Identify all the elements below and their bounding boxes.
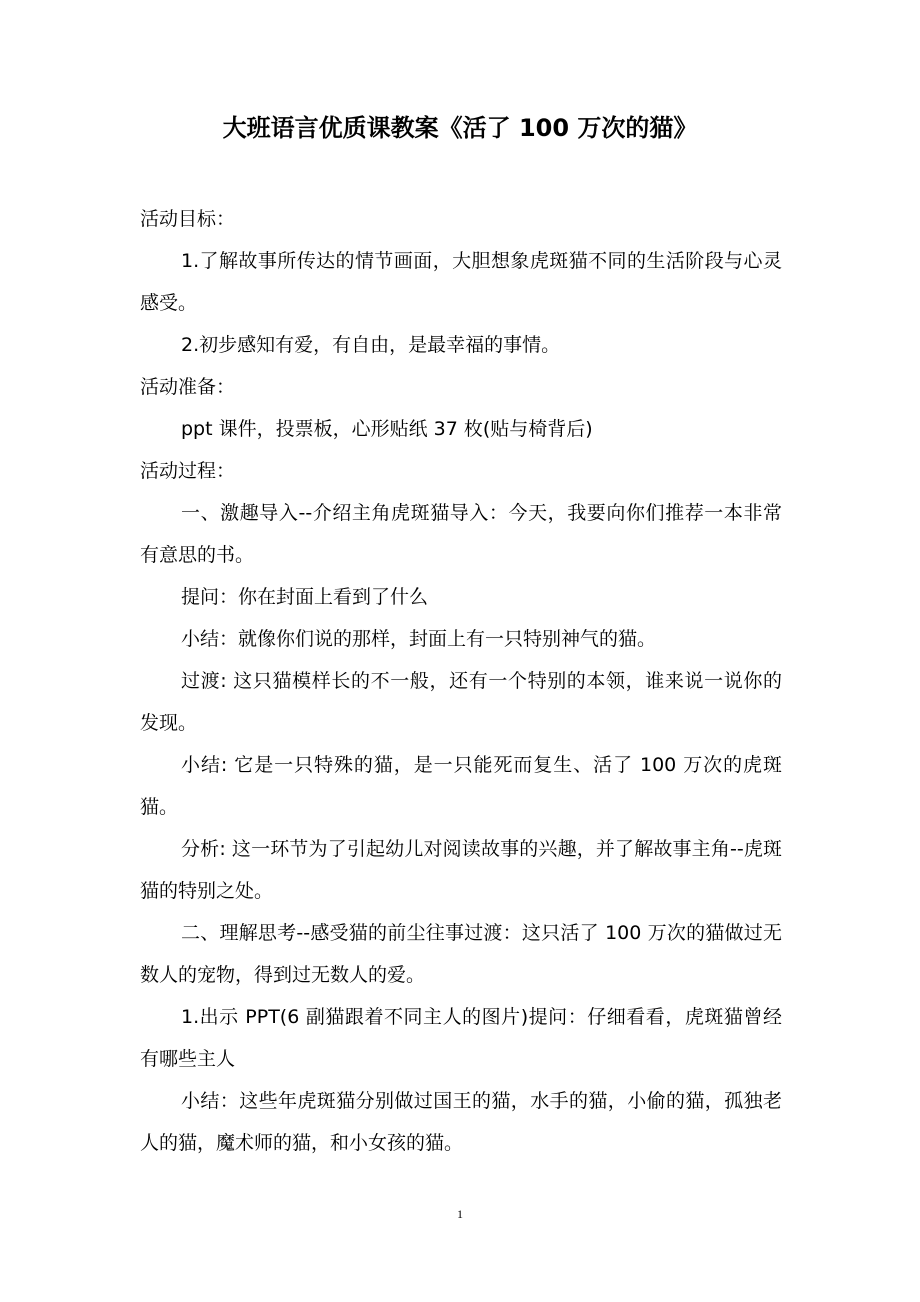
section-heading: 活动准备： bbox=[140, 376, 236, 398]
body-paragraph: 小结：这些年虎斑猫分别做过国王的猫，水手的猫，小偷的猫，孤独老人的猫，魔术师的猫，和小女孩的猫。 bbox=[140, 1090, 782, 1154]
section-heading: 活动过程： bbox=[140, 460, 236, 482]
body-paragraph: 过渡: 这只猫模样长的不一般，还有一个特别的本领，谁来说一说你的发现。 bbox=[140, 670, 782, 734]
body-paragraph: 提问：你在封面上看到了什么 bbox=[181, 586, 429, 608]
document-body bbox=[140, 198, 782, 1164]
body-paragraph: 2.初步感知有爱，有自由，是最幸福的事情。 bbox=[181, 334, 561, 356]
body-paragraph: 小结：就像你们说的那样，封面上有一只特别神气的猫。 bbox=[181, 628, 657, 650]
body-paragraph: 小结: 它是一只特殊的猫，是一只能死而复生、活了 100 万次的虎斑猫。 bbox=[140, 754, 782, 818]
body-paragraph: 1.出示 PPT(6 副猫跟着不同主人的图片)提问：仔细看看，虎斑猫曾经有哪些主人 bbox=[140, 1006, 782, 1070]
section-heading: 活动目标： bbox=[140, 208, 236, 230]
page-number: 1 bbox=[457, 1207, 463, 1221]
body-paragraph: 1.了解故事所传达的情节画面，大胆想象虎斑猫不同的生活阶段与心灵感受。 bbox=[140, 250, 782, 314]
document-title: 大班语言优质课教案《活了 100 万次的猫》 bbox=[222, 114, 698, 142]
body-paragraph: ppt 课件，投票板，心形贴纸 37 枚(贴与椅背后) bbox=[181, 418, 593, 440]
body-paragraph: 二、理解思考--感受猫的前尘往事过渡：这只活了 100 万次的猫做过无数人的宠物，得到过无数人的爱。 bbox=[140, 922, 782, 986]
body-paragraph: 分析: 这一环节为了引起幼儿对阅读故事的兴趣，并了解故事主角--虎斑猫的特别之处。 bbox=[140, 838, 782, 902]
body-paragraph: 一、激趣导入--介绍主角虎斑猫导入：今天，我要向你们推荐一本非常有意思的书。 bbox=[140, 502, 782, 566]
